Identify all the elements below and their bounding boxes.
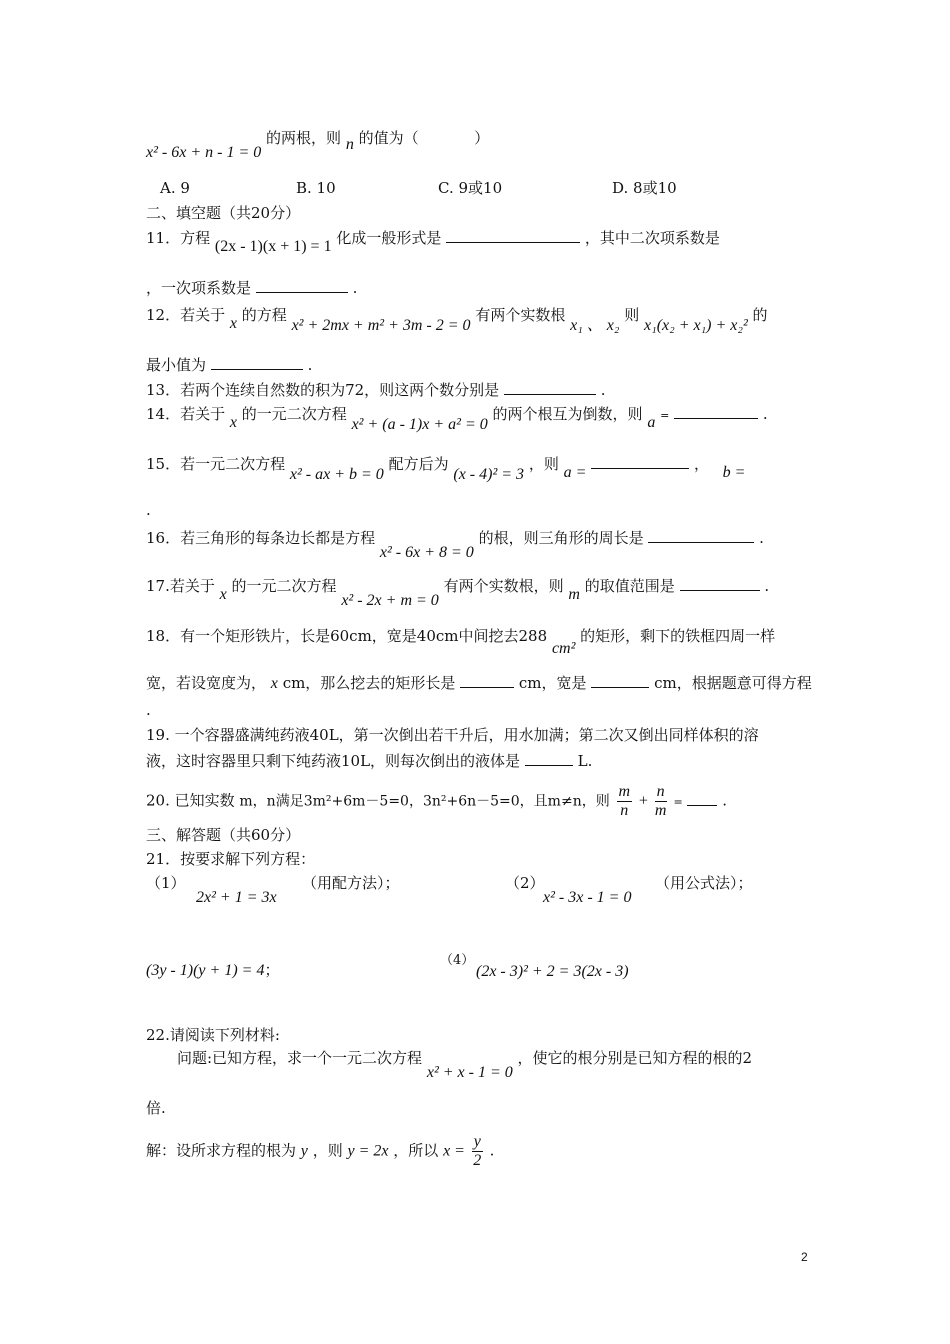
q10-var: n (345, 136, 354, 153)
q15-text-b: ，则 (528, 455, 559, 473)
q11-equation: (2x - 1)(x + 1) = 1 (214, 238, 332, 255)
q15-sep: ， (694, 455, 710, 473)
q21-part3-end: ； (264, 961, 280, 979)
q15-text: 配方后为 (388, 455, 449, 473)
q21-part3-equation: (3y - 1)(y + 1) = 4 (146, 962, 265, 979)
q12-line2-text: 最小值为 (146, 356, 207, 374)
q16-line (146, 528, 764, 561)
q18-line2 (146, 673, 812, 694)
q10-option-c[interactable]: C. 9或10 (438, 179, 503, 197)
q20-frac2-den: m (654, 802, 667, 819)
q15-lead: 15．若一元二次方程 (146, 455, 286, 473)
q14-eqsign: = (660, 409, 670, 422)
q18-line2-c: cm，宽是 (518, 674, 587, 692)
q10-option-a[interactable]: A. 9 (160, 179, 190, 197)
q11-line2-text: ，一次项系数是 (146, 279, 252, 297)
q17-end: . (764, 577, 770, 595)
q22-frac-num: y (473, 1133, 481, 1150)
q20-frac1-num: m (618, 783, 631, 800)
q20-text: m，n满足3m²+6m－5=0，3n²+6n－5=0，且m≠n，则 (239, 793, 610, 810)
q18-line2-d: cm，根据题意可得方程 (654, 674, 812, 692)
q22-solution-text: 解：设所求方程的根为 (146, 1141, 297, 1160)
q21-part2-label: （2） (505, 874, 545, 892)
q10-line (146, 128, 490, 161)
q18-line2-b: cm，那么挖去的矩形长是 (282, 674, 456, 692)
q20-eqsign: = (673, 795, 683, 809)
q12-expression: x₁(x₂ + x₁) + x₂² (644, 317, 748, 334)
q21-part1-equation: 2x² + 1 = 3x (196, 889, 277, 906)
q21-part1-label: （1） (146, 874, 186, 892)
q22-line2: 倍. (146, 1099, 166, 1117)
q20-line (146, 783, 727, 820)
q21-part3 (146, 960, 279, 981)
q11-text: 化成一般形式是 (336, 229, 442, 247)
q15-a-label: a = (563, 464, 587, 481)
q20-lead: 20. 已知实数 (146, 791, 235, 810)
q22-frac-den: 2 (473, 1152, 482, 1169)
q18-line2-text: 宽，若设宽度为， (146, 674, 267, 692)
q16-blank[interactable] (648, 528, 754, 543)
q22-solution (146, 1133, 494, 1170)
q11-text-b: ，其中二次项系数是 (584, 229, 720, 247)
q17-text-c: 的取值范围是 (584, 577, 675, 595)
q21-part4-equation: (2x - 3)² + 2 = 3(2x - 3) (476, 963, 629, 980)
q10-text: 的两根，则 (266, 129, 342, 147)
q11-blank2[interactable] (256, 278, 348, 293)
q18-end: . (146, 701, 151, 719)
q15-b-label: b = (722, 464, 746, 481)
q19-line2 (146, 751, 592, 771)
q12-blank[interactable] (211, 355, 303, 370)
q16-text: 的根，则三角形的周长是 (478, 529, 644, 547)
q10-paren: ） (474, 129, 490, 147)
q12-lead: 12．若关于 (146, 306, 226, 324)
section2-title: 二、填空题（共20分） (146, 204, 301, 222)
q22-y-equation: y = 2x (347, 1142, 389, 1160)
q18-var: x (270, 675, 278, 692)
q22-x-equation: x = (443, 1142, 465, 1160)
section3-title: 三、解答题（共60分） (146, 826, 301, 844)
q18-text: 18．有一个矩形铁片，长是60cm，宽是40cm中间挖去288 (146, 627, 548, 645)
q17-equation: x² - 2x + m = 0 (341, 592, 439, 609)
q19-blank[interactable] (525, 751, 573, 766)
q17-text: 的一元二次方程 (231, 577, 337, 595)
q14-answer-var: a (647, 414, 656, 431)
q12-var: x (229, 315, 237, 332)
q18-blank1[interactable] (460, 673, 514, 688)
q20-frac2-num: n (656, 783, 665, 800)
q20-fraction-m-n (617, 783, 633, 820)
q18-line1 (146, 626, 776, 657)
q11-line2 (146, 278, 357, 298)
q22-var-y: y (300, 1142, 308, 1160)
q18-text-b: 的矩形，剩下的铁框四周一样 (580, 627, 776, 645)
q22-problem-text-b: ，使它的根分别是已知方程的根的2 (517, 1049, 753, 1067)
q10-option-d[interactable]: D. 8或10 (612, 179, 677, 197)
q13-text: 13．若两个连续自然数的积为72，则这两个数分别是 (146, 381, 500, 399)
q22-fraction (472, 1133, 483, 1170)
q17-blank[interactable] (680, 576, 760, 591)
q12-line2 (146, 355, 312, 375)
q17-line (146, 576, 770, 609)
q14-text-b: 的两个根互为倒数，则 (492, 405, 643, 423)
q21-part2-note: （用公式法）； (655, 874, 753, 892)
q17-var: x (219, 586, 227, 603)
q15-equation2: (x - 4)² = 3 (453, 466, 525, 483)
q13-line (146, 380, 606, 400)
q14-var: x (229, 414, 237, 431)
q12-line1 (146, 305, 768, 334)
q14-line (146, 404, 768, 433)
q12-end: . (307, 356, 313, 374)
q12-text-b: 有两个实数根 (475, 306, 566, 324)
q22-lead: 22.请阅读下列材料: (146, 1026, 280, 1044)
q14-end: . (762, 405, 768, 423)
q11-line1 (146, 228, 720, 255)
q10-text-b: 的值为（ (358, 129, 419, 147)
q21-part1-note: （用配方法）； (302, 874, 400, 892)
q22-solution-text-c: ，所以 (393, 1141, 439, 1160)
q22-solution-text-b: ，则 (312, 1141, 343, 1160)
q19-line1: 19. 一个容器盛满纯药液40L，第一次倒出若干升后，用水加满；第二次又倒出同样体积的溶 (146, 726, 759, 744)
q16-equation: x² - 6x + 8 = 0 (379, 544, 474, 561)
q10-options (160, 178, 677, 198)
q19-end: L. (577, 752, 593, 770)
q14-text: 的一元二次方程 (241, 405, 347, 423)
q22-equation: x² + x - 1 = 0 (426, 1064, 513, 1081)
q21-part4-label: （4） (440, 953, 475, 968)
q17-lead: 17.若关于 (146, 577, 215, 595)
q18-unit: cm² (551, 640, 576, 657)
q15-end: . (146, 501, 151, 519)
q12-text: 的方程 (241, 306, 287, 324)
q17-var2: m (568, 586, 580, 603)
q11-lead: 11．方程 (146, 229, 211, 247)
q20-blank[interactable] (687, 791, 717, 806)
q22-end: . (489, 1141, 495, 1160)
q17-text-b: 有两个实数根，则 (443, 577, 564, 595)
q15-equation: x² - ax + b = 0 (289, 466, 384, 483)
q19-text: 液，这时容器里只剩下纯药液10L，则每次倒出的液体是 (146, 752, 521, 770)
q14-lead: 14．若关于 (146, 405, 226, 423)
q10-option-b[interactable]: B. 10 (296, 179, 336, 197)
q14-equation: x² + (a - 1)x + a² = 0 (351, 416, 488, 433)
q16-end: . (759, 529, 764, 547)
q18-blank2[interactable] (591, 673, 649, 688)
page-number: 2 (801, 1250, 808, 1264)
q15-line (146, 454, 746, 483)
q12-equation: x² + 2mx + m² + 3m - 2 = 0 (291, 317, 471, 334)
q16-lead: 16．若三角形的每条边长都是方程 (146, 529, 376, 547)
q22-problem-text: 问题:已知方程，求一个一元二次方程 (177, 1049, 423, 1067)
q10-equation: x² - 6x + n - 1 = 0 (146, 144, 262, 161)
q22-problem (177, 1048, 753, 1081)
q14-blank[interactable] (674, 404, 758, 419)
q20-frac1-den: n (620, 802, 629, 819)
q13-blank[interactable] (504, 380, 596, 395)
q12-text-c: 则 (624, 306, 640, 324)
q11-end: . (352, 279, 358, 297)
q20-plus: + (638, 792, 648, 810)
q21-part2-equation: x² - 3x - 1 = 0 (543, 889, 632, 906)
q13-end: . (600, 381, 606, 399)
q15-blank-a[interactable] (591, 454, 689, 469)
q20-end: . (722, 791, 727, 810)
q11-blank1[interactable] (446, 228, 580, 243)
q21-lead: 21．按要求解下列方程： (146, 850, 316, 868)
q12-roots: x₁ 、 x₂ (570, 317, 620, 334)
q20-fraction-n-m (655, 783, 667, 820)
q12-text-d: 的 (752, 306, 768, 324)
